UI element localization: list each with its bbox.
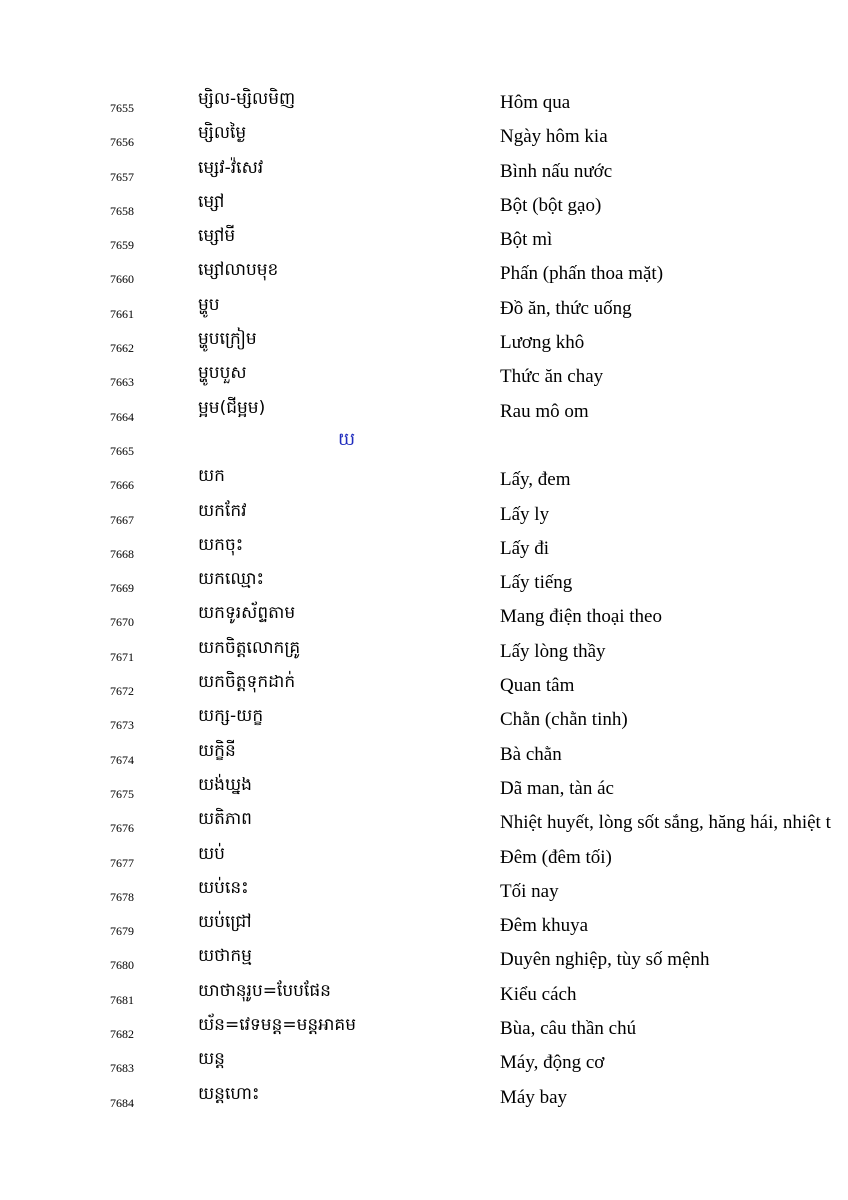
khmer-term: យកចិត្តទុកដាក់: [198, 672, 296, 693]
dictionary-entry: [0, 635, 848, 669]
khmer-term: យង់ឃ្នង: [198, 774, 252, 795]
vietnamese-translation: Bùa, câu thần chú: [500, 1018, 637, 1040]
vietnamese-translation: Dã man, tàn ác: [500, 777, 614, 799]
vietnamese-translation: Lương khô: [500, 332, 585, 354]
vietnamese-translation: Chằn (chằn tinh): [500, 709, 628, 731]
khmer-term: ម្សេវ-វ៉សេវ: [198, 157, 264, 178]
khmer-term: ម្ហូបក្រៀម: [198, 329, 257, 350]
khmer-term: យ័ន=វេទមន្ត=មន្តអាគម: [198, 1015, 356, 1036]
entry-number: 7670: [110, 615, 134, 630]
vietnamese-translation: Ngày hôm kia: [500, 126, 608, 148]
dictionary-entry: [0, 463, 848, 497]
khmer-term: យក: [198, 466, 225, 487]
khmer-term: យន្ត: [198, 1049, 225, 1070]
vietnamese-translation: Lấy tiếng: [500, 572, 573, 594]
dictionary-entry: [0, 909, 848, 943]
entry-number: 7658: [110, 203, 134, 218]
entry-number: 7680: [110, 958, 134, 973]
vietnamese-translation: Đêm (đêm tối): [500, 846, 612, 868]
entry-number: 7661: [110, 306, 134, 321]
khmer-term: ម្អម(ជីម្អម): [198, 397, 266, 418]
dictionary-entry: [0, 772, 848, 806]
vietnamese-translation: Tối nay: [500, 880, 559, 902]
khmer-term: យក្ស-យក្ខ: [198, 706, 264, 727]
dictionary-entry: [0, 841, 848, 875]
vietnamese-translation: Bà chằn: [500, 743, 562, 765]
dictionary-entry: [0, 566, 848, 600]
entry-number: 7666: [110, 478, 134, 493]
entry-number: 7674: [110, 752, 134, 767]
entry-number: 7673: [110, 718, 134, 733]
khmer-term: យតិភាព: [198, 809, 252, 830]
entry-number: 7655: [110, 101, 134, 115]
dictionary-entry: [0, 600, 848, 634]
vietnamese-translation: Lấy lòng thầy: [500, 640, 606, 662]
entry-number: 7663: [110, 375, 134, 390]
vietnamese-translation: Thức ăn chay: [500, 366, 604, 388]
dictionary-entry: [0, 669, 848, 703]
khmer-term: ម្ហូប: [198, 294, 220, 315]
dictionary-entry: [0, 155, 848, 189]
entry-number: 7669: [110, 581, 134, 596]
dictionary-entry: [0, 292, 848, 326]
entry-number: 7664: [110, 409, 134, 424]
khmer-term: យកកែវ: [198, 500, 247, 521]
dictionary-entry: [0, 1046, 848, 1080]
khmer-term: យក្ខិនី: [198, 740, 236, 761]
entry-number: 7671: [110, 649, 134, 664]
dictionary-entry: [0, 1012, 848, 1046]
entry-number: 7684: [110, 1095, 134, 1110]
vietnamese-translation: Hôm qua: [500, 92, 571, 113]
vietnamese-translation: Mang điện thoại theo: [500, 606, 662, 628]
dictionary-entry: [0, 189, 848, 223]
entry-number: 7672: [110, 684, 134, 699]
vietnamese-translation: Duyên nghiệp, tùy số mệnh: [500, 949, 710, 971]
entry-number: 7660: [110, 272, 134, 287]
khmer-term: យាថានុរូប=បែបផែន: [198, 980, 331, 1001]
dictionary-entry: [0, 1081, 848, 1115]
dictionary-entry: [0, 326, 848, 360]
entry-number: 7668: [110, 546, 134, 561]
vietnamese-translation: Bột (bột gạo): [500, 194, 602, 216]
entry-number: 7677: [110, 855, 134, 870]
dictionary-entry: [0, 703, 848, 737]
vietnamese-translation: Đồ ăn, thức uống: [500, 297, 632, 319]
khmer-term: ម្សិលម្ងៃ: [198, 123, 247, 144]
vietnamese-translation: Lấy đi: [500, 537, 550, 559]
vietnamese-translation: Quan tâm: [500, 675, 575, 697]
entry-number: 7675: [110, 786, 134, 801]
vietnamese-translation: Bột mì: [500, 229, 553, 251]
khmer-term: យកចុះ: [198, 534, 244, 555]
entry-number: 7656: [110, 135, 134, 150]
dictionary-entry: [0, 978, 848, 1012]
dictionary-entry: [0, 395, 848, 429]
khmer-term: យកទូរស័ព្ទតាម: [198, 603, 296, 624]
khmer-term: យប់ជ្រៅ: [198, 912, 252, 933]
khmer-term: យកឈ្មោះ: [198, 569, 264, 590]
section-row: [0, 429, 848, 463]
vietnamese-translation: Bình nấu nước: [500, 160, 613, 182]
vietnamese-translation: Đêm khuya: [500, 915, 589, 937]
vietnamese-translation: Máy bay: [500, 1086, 568, 1108]
khmer-term: យប់: [198, 843, 225, 864]
khmer-term: ម្សិល-ម្សិលមិញ: [198, 89, 296, 109]
dictionary-entry: [0, 875, 848, 909]
vietnamese-translation: Lấy ly: [500, 503, 550, 525]
vietnamese-translation: Kiểu cách: [500, 983, 577, 1005]
dictionary-entry: [0, 223, 848, 257]
khmer-term: យថាកម្ម: [198, 946, 252, 967]
khmer-term: ម្សៅ: [198, 191, 225, 212]
dictionary-entry: [0, 360, 848, 394]
dictionary-entry: [0, 498, 848, 532]
entry-number: 7681: [110, 992, 134, 1007]
khmer-term: យន្តហោះ: [198, 1083, 260, 1104]
dictionary-entry: [0, 120, 848, 154]
khmer-term: យប់នេះ: [198, 877, 249, 898]
vietnamese-translation: Phấn (phấn thoa mặt): [500, 263, 664, 285]
dictionary-entry: [0, 806, 848, 840]
khmer-term: ម្សៅមី: [198, 226, 236, 247]
entry-list: [0, 86, 848, 1115]
dictionary-entry: [0, 943, 848, 977]
khmer-term: ម្ហូបបួស: [198, 363, 247, 384]
entry-number: 7665: [110, 443, 134, 458]
khmer-term: យកចិត្តលោកគ្រូ: [198, 637, 301, 658]
entry-number: 7667: [110, 512, 134, 527]
entry-number: 7683: [110, 1061, 134, 1076]
entry-number: 7662: [110, 341, 134, 356]
vietnamese-translation: Lấy, đem: [500, 469, 571, 491]
entry-number: 7676: [110, 821, 134, 836]
section-heading-letter: យ: [338, 428, 356, 450]
khmer-term: ម្សៅលាបមុខ: [198, 260, 279, 281]
vietnamese-translation: Máy, động cơ: [500, 1052, 605, 1074]
entry-number: 7682: [110, 1027, 134, 1042]
vietnamese-translation: Nhiệt huyết, lòng sốt sắng, hăng hái, nhiệt t: [500, 812, 831, 834]
entry-number: 7678: [110, 889, 134, 904]
dictionary-entry: [0, 86, 848, 120]
dictionary-entry: [0, 738, 848, 772]
entry-number: 7659: [110, 238, 134, 253]
dictionary-entry: [0, 532, 848, 566]
entry-number: 7679: [110, 924, 134, 939]
entry-number: 7657: [110, 169, 134, 184]
vietnamese-translation: Rau mô om: [500, 400, 589, 422]
dictionary-entry: [0, 257, 848, 291]
